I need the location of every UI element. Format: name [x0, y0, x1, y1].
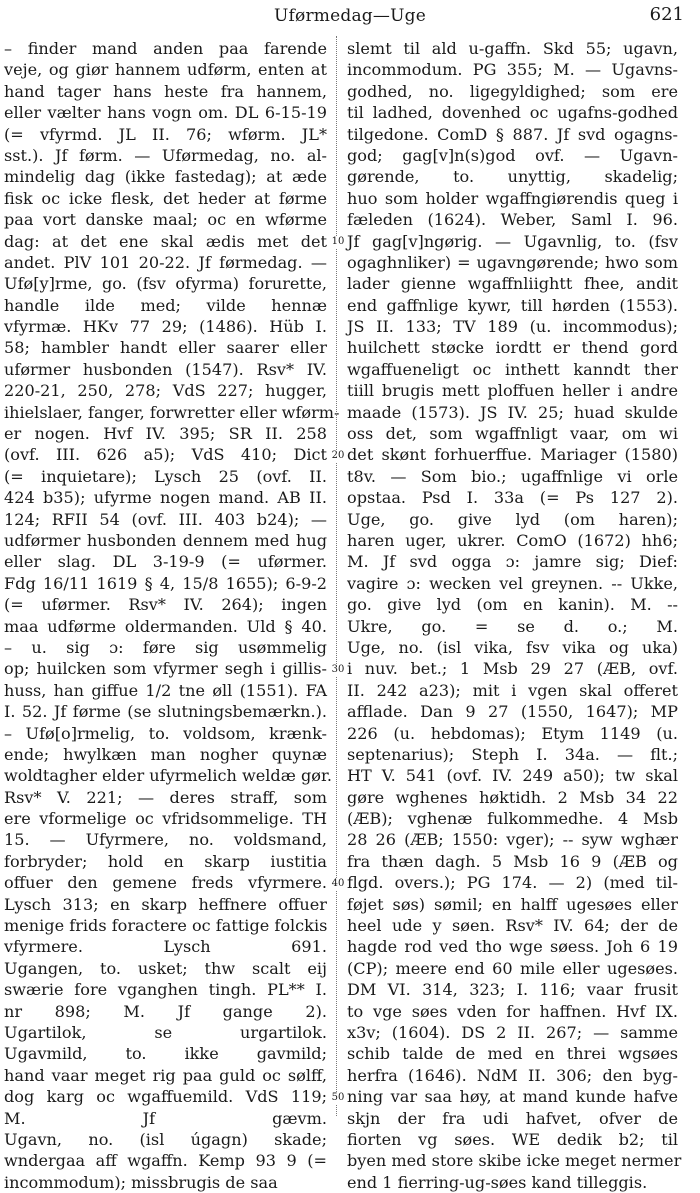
- text-line: andet. PlV 101 20-22. Jf førmedag. —: [4, 252, 327, 272]
- text-line: vfyrmæ. HKv 77 29; (1486). Hüb I.: [4, 317, 327, 337]
- text-line: huo som holder wgaffngiørendis queg i: [347, 188, 678, 208]
- text-line: gøre wghenes høktidh. 2 Msb 34 22: [347, 787, 678, 807]
- text-line: – u. sig ɔ: føre sig usømmelig: [4, 637, 327, 657]
- text-line: Ugavn, no. (isl úgagn) skade;: [4, 1129, 327, 1149]
- text-line: offuer den gemene freds vfyrmere.: [4, 873, 327, 893]
- text-line: 424 b35); ufyrme nogen mand. AB II.: [4, 488, 327, 508]
- text-line: herfra (1646). NdM II. 306; den byg-: [347, 1065, 678, 1085]
- text-line: oss det, som wgaffnligt vaar, om wi: [347, 424, 678, 444]
- text-line: M. Jf svd ogga ɔ: jamre sig; Dief:: [347, 552, 678, 572]
- text-line: (ovf. III. 626 a5); VdS 410; Dict: [4, 445, 327, 465]
- text-line: 226 (u. hebdomas); Etym 1149 (u.: [347, 723, 678, 743]
- text-line: maade (1573). JS IV. 25; huad skulde: [347, 402, 678, 422]
- text-line: septenarius); Steph I. 34a. — flt.;: [347, 744, 678, 764]
- column-divider: [336, 36, 337, 1116]
- text-line: I. 52. Jf førme (se slutningsbemærkn.).: [4, 702, 327, 722]
- text-line: II. 242 a23); mit i vgen skal offeret: [347, 680, 678, 700]
- text-line: huss, han giffue 1/2 tne øll (1551). FA: [4, 680, 327, 700]
- text-line: Ugavmild, to. ikke gavmild;: [4, 1044, 327, 1064]
- text-line: til ladhed, dovenhed oc ugafns-godhed: [347, 103, 678, 123]
- text-line: føjet søs) sømil; en halff ugesøes eller: [347, 894, 678, 914]
- text-line: opstaa. Psd I. 33a (= Ps 127 2).: [347, 488, 678, 508]
- text-line: wndergaa aff wgaffn. Kemp 93 9 (=: [4, 1151, 327, 1171]
- text-line: menige frids foractere oc fattige folckis: [4, 916, 328, 936]
- text-line: heel ude y søen. Rsv* IV. 64; der de: [347, 916, 678, 936]
- text-line: i nuv. bet.; 1 Msb 29 27 (ÆB, ovf.: [347, 659, 678, 679]
- text-line: flgd. overs.); PG 174. — 2) (med til-: [347, 873, 678, 893]
- text-line: Rsv* V. 221; — deres straff, som: [4, 787, 327, 807]
- text-line: Ugartilok, se urgartilok.: [4, 1022, 327, 1042]
- text-line: dag: at det ene skal ædis met det: [4, 231, 327, 251]
- text-line: hand tager hans heste fra hannem,: [4, 81, 327, 101]
- text-line: t8v. — Som bio.; ugaffnlige vi orle: [347, 466, 678, 486]
- text-line: Jf gag[v]ngørig. — Ugavnlig, to. (fsv: [347, 231, 678, 251]
- text-line: dog karg oc wgaffuemild. VdS 119;: [4, 1087, 327, 1107]
- text-line: uførmer husbonden (1547). Rsv* IV.: [4, 359, 327, 379]
- text-line: Ukre, go. = se d. o.; M.: [347, 616, 678, 636]
- text-line: vagire ɔ: wecken vel greynen. -- Ukke,: [347, 573, 678, 593]
- text-line: end gaffnlige kywr, till hørden (1553).: [347, 295, 678, 315]
- text-line: fisk oc icke flesk, det heder at førme: [4, 188, 327, 208]
- text-line: HT V. 541 (ovf. IV. 249 a50); tw skal: [347, 766, 678, 786]
- text-line: paa vort danske maal; oc en wførme: [4, 210, 327, 230]
- text-line: to vge søes vden for haffnen. Hvf IX.: [347, 1001, 678, 1021]
- text-line: end 1 fierring-ug-søes kand tilleggis.: [347, 1172, 648, 1192]
- text-line: Lysch 313; en skarp heffnere offuer: [4, 894, 327, 914]
- text-line: udførmer husbonden dennem med hug: [4, 530, 327, 550]
- text-line: – Ufø[o]rmelig, to. voldsom, krænk-: [4, 723, 327, 743]
- line-number: 20: [331, 449, 345, 461]
- text-line: mindelig dag (ikke fastedag); at æde: [4, 167, 327, 187]
- text-line: 58; hambler handt eller saarer eller: [4, 338, 327, 358]
- text-line: gørende, to. unyttig, skadelig;: [347, 167, 678, 187]
- text-line: det skønt forhuerffue. Mariager (1580): [347, 445, 678, 465]
- text-line: ihielslaer, fanger, forwretter eller wførm-: [4, 402, 340, 422]
- text-line: 15. — Ufyrmere, no. voldsmand,: [4, 830, 327, 850]
- text-line: huilchett støcke iordtt er thend gord: [347, 338, 678, 358]
- text-line: (ÆB); vghenæ fulkommedhe. 4 Msb: [347, 809, 678, 829]
- text-line: schib talde de med en threi wgsøes: [347, 1044, 678, 1064]
- text-line: Uge, go. give lyd (om haren);: [347, 509, 678, 529]
- text-line: DM VI. 314, 323; I. 116; vaar frusit: [347, 980, 678, 1000]
- text-line: 124; RFII 54 (ovf. III. 403 b24); —: [4, 509, 327, 529]
- text-line: afflade. Dan 9 27 (1550, 1647); MP: [347, 702, 678, 722]
- text-line: haren uger, ukrer. ComO (1672) hh6;: [347, 530, 678, 550]
- page-number: 621: [649, 4, 684, 25]
- text-line: JS II. 133; TV 189 (u. incommodus);: [347, 317, 678, 337]
- text-line: ogaghnliker) = ugavngørende; hwo som: [347, 252, 678, 272]
- text-line: ere vformelige oc vfridsommelige. TH: [4, 809, 327, 829]
- text-line: ning var saa høy, at mand kunde hafve: [347, 1087, 678, 1107]
- text-line: op; huilcken som vfyrmer segh i gillis-: [4, 659, 327, 679]
- text-line: godhed, no. ligegyldighed; som ere: [347, 81, 678, 101]
- page-header: [0, 0, 700, 34]
- text-line: eller vælter hans vogn om. DL 6-15-19: [4, 103, 327, 123]
- text-line: (= uførmer. Rsv* IV. 264); ingen: [4, 595, 327, 615]
- text-line: handle ilde med; vilde hennæ: [4, 295, 327, 315]
- text-line: nr 898; M. Jf gange 2).: [4, 1001, 327, 1021]
- text-line: tilgedone. ComD § 887. Jf svd ogagns-: [347, 124, 678, 144]
- text-line: go. give lyd (om en kanin). M. --: [347, 595, 678, 615]
- text-line: x3v; (1604). DS 2 II. 267; — samme: [347, 1022, 678, 1042]
- text-line: wgaffueneligt oc inthett kanndt ther: [347, 359, 678, 379]
- text-line: eller slag. DL 3-19-9 (= uførmer.: [4, 552, 327, 572]
- text-line: er nogen. Hvf IV. 395; SR II. 258: [4, 424, 327, 444]
- text-line: Uge, no. (isl vika, fsv vika og uka): [347, 637, 678, 657]
- text-line: woldtagher elder ufyrmelich weldæ gør.: [4, 766, 332, 786]
- text-line: fæleden (1624). Weber, Saml I. 96.: [347, 210, 678, 230]
- text-line: (= vfyrmd. JL II. 76; wførm. JL*: [4, 124, 327, 144]
- text-line: fiorten vg søes. WE dedik b2; til: [347, 1129, 678, 1149]
- text-line: ende; hwylkæn man nogher quynæ: [4, 744, 327, 764]
- text-line: maa udførme oldermanden. Uld § 40.: [4, 616, 327, 636]
- text-line: M. Jf gævm.: [4, 1108, 327, 1128]
- line-number: 30: [331, 663, 345, 675]
- line-number: 40: [331, 877, 345, 889]
- text-line: 28 26 (ÆB; 1550: vger); -- syw wghær: [347, 830, 678, 850]
- text-line: forbryder; hold en skarp iustitia: [4, 851, 327, 871]
- text-line: vfyrmere. Lysch 691.: [4, 937, 327, 957]
- text-line: (= inquietare); Lysch 25 (ovf. II.: [4, 466, 327, 486]
- text-line: sst.). Jf førm. — Uførmedag, no. al-: [4, 145, 327, 165]
- text-line: god; gag[v]n(s)god ovf. — Ugavn-: [347, 145, 678, 165]
- text-line: swærie fore vganghen tingh. PL** I.: [4, 980, 327, 1000]
- text-line: hagde rod ved tho wge søess. Joh 6 19: [347, 937, 678, 957]
- line-number: 50: [331, 1091, 345, 1103]
- text-line: skjn der fra udi hafvet, ofver de: [347, 1108, 678, 1128]
- text-line: slemt til ald u-gaffn. Skd 55; ugavn,: [347, 39, 678, 58]
- text-line: hand vaar meget rig paa guld oc sølff,: [4, 1065, 327, 1085]
- text-line: incommodum. PG 355; M. — Ugavns-: [347, 60, 678, 80]
- text-line: 220-21, 250, 278; VdS 227; hugger,: [4, 381, 327, 401]
- text-line: – finder mand anden paa farende: [4, 39, 327, 58]
- text-line: tiill brugis mett ploffuen heller i andre: [347, 381, 678, 401]
- text-line: Fdg 16/11 1619 § 4, 15/8 1655); 6-9-2: [4, 573, 327, 593]
- text-line: veje, og giør hannem udførm, enten at: [4, 60, 327, 80]
- text-line: incommodum); missbrugis de saa: [4, 1172, 278, 1192]
- text-line: fra thæn dagh. 5 Msb 16 9 (ÆB og: [347, 851, 678, 871]
- line-number: 10: [331, 235, 345, 247]
- text-line: Ugangen, to. usket; thw scalt eij: [4, 958, 327, 978]
- text-line: (CP); meere end 60 mile eller ugesøes.: [347, 958, 678, 978]
- text-line: lader gienne wgaffnliightt fhee, andit: [347, 274, 678, 294]
- text-line: byen med store skibe icke meget nermer: [347, 1151, 682, 1171]
- text-line: Ufø[y]rme, go. (fsv ofyrma) forurette,: [4, 274, 327, 294]
- running-title: Uførmedag—Uge: [274, 6, 426, 26]
- right-column: [347, 38, 682, 1192]
